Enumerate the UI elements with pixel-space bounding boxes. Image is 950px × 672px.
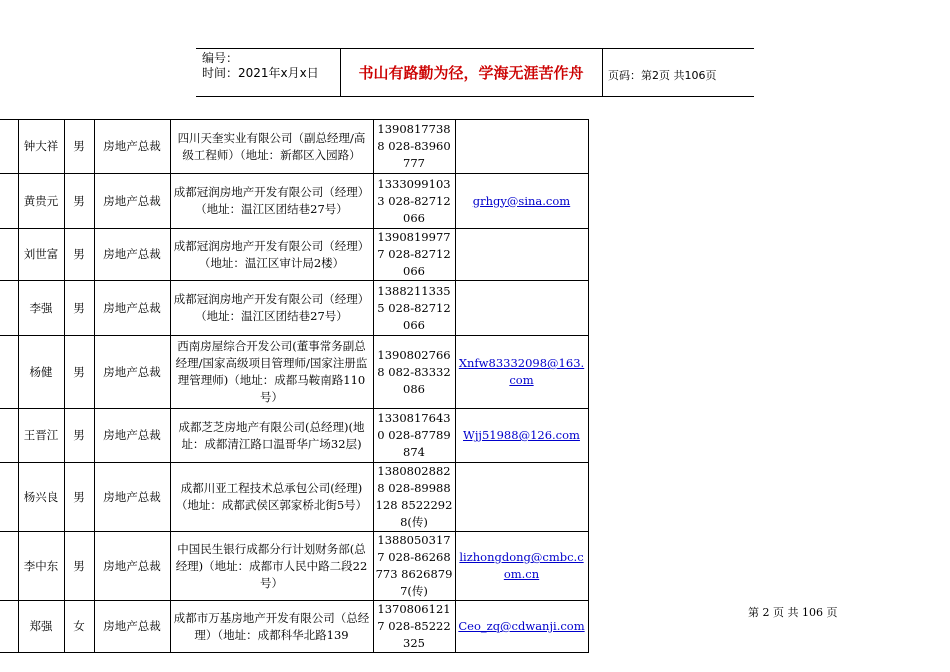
table-row xyxy=(0,409,588,463)
phone-cell: 13308176430 028-87789874 xyxy=(373,409,455,463)
gender-cell: 男 xyxy=(64,174,94,229)
row-marker-cell xyxy=(0,336,18,409)
email-cell xyxy=(455,532,588,601)
name-cell: 钟大祥 xyxy=(18,120,64,174)
header-motto: 书山有路勤为径，学海无涯苦作舟 xyxy=(358,64,584,82)
table-row xyxy=(0,463,588,532)
header-divider xyxy=(602,48,603,96)
company-cell: 中国民生银行成都分行计划财务部(总经理)（地址：成都市人民中路二段22号） xyxy=(170,532,373,601)
table-row xyxy=(0,229,588,281)
contacts-table-body xyxy=(0,120,588,653)
email-cell xyxy=(455,463,588,532)
email-cell xyxy=(455,281,588,336)
name-cell: 杨健 xyxy=(18,336,64,409)
title-cell: 房地产总裁 xyxy=(94,409,170,463)
phone-cell: 13908177388 028-83960777 xyxy=(373,120,455,174)
row-marker-cell xyxy=(0,463,18,532)
header-meta xyxy=(202,51,319,81)
gender-cell: 男 xyxy=(64,229,94,281)
phone-cell: 13708061217 028-85222325 xyxy=(373,601,455,653)
row-marker-cell xyxy=(0,229,18,281)
name-cell: 李中东 xyxy=(18,532,64,601)
header-bottom-rule xyxy=(196,96,754,97)
name-cell: 刘世富 xyxy=(18,229,64,281)
email-cell xyxy=(455,174,588,229)
title-cell: 房地产总裁 xyxy=(94,229,170,281)
header-top-rule xyxy=(196,48,754,49)
company-cell: 成都芝芝房地产有限公司(总经理)(地址：成都清江路口温哥华广场32层) xyxy=(170,409,373,463)
gender-cell: 男 xyxy=(64,336,94,409)
phone-cell: 13808028828 028-89988128 85222928(传) xyxy=(373,463,455,532)
row-marker-cell xyxy=(0,174,18,229)
company-cell: 成都冠润房地产开发有限公司（经理）（地址：温江区审计局2楼） xyxy=(170,229,373,281)
email-link[interactable]: lizhongdong@cmbc.com.cn xyxy=(459,550,584,581)
row-marker-cell xyxy=(0,532,18,601)
email-cell xyxy=(455,336,588,409)
email-cell xyxy=(455,229,588,281)
email-cell xyxy=(455,601,588,653)
gender-cell: 男 xyxy=(64,463,94,532)
name-cell: 郑强 xyxy=(18,601,64,653)
email-link[interactable]: Ceo_zq@cdwanji.com xyxy=(458,619,585,633)
email-link[interactable]: Wjj51988@126.com xyxy=(463,428,580,442)
phone-cell: 13882113355 028-82712066 xyxy=(373,281,455,336)
title-cell: 房地产总裁 xyxy=(94,532,170,601)
table-row xyxy=(0,281,588,336)
row-marker-cell xyxy=(0,281,18,336)
title-cell: 房地产总裁 xyxy=(94,463,170,532)
name-cell: 李强 xyxy=(18,281,64,336)
company-cell: 成都冠润房地产开发有限公司（经理）（地址：温江区团结巷27号） xyxy=(170,281,373,336)
table-row xyxy=(0,174,588,229)
table-row xyxy=(0,601,588,653)
email-link[interactable]: Xnfw83332098@163.com xyxy=(458,356,585,387)
document-time-label: 时间：2021年x月x日 xyxy=(202,66,319,80)
phone-cell: 13880503177 028-86268773 86268797(传) xyxy=(373,532,455,601)
name-cell: 黄贵元 xyxy=(18,174,64,229)
phone-cell: 13908027668 082-83332086 xyxy=(373,336,455,409)
title-cell: 房地产总裁 xyxy=(94,281,170,336)
gender-cell: 男 xyxy=(64,409,94,463)
row-marker-cell xyxy=(0,409,18,463)
title-cell: 房地产总裁 xyxy=(94,120,170,174)
name-cell: 王晋江 xyxy=(18,409,64,463)
table-row xyxy=(0,336,588,409)
contacts-table xyxy=(0,119,589,653)
row-marker-cell xyxy=(0,120,18,174)
gender-cell: 男 xyxy=(64,532,94,601)
gender-cell: 女 xyxy=(64,601,94,653)
table-row xyxy=(0,532,588,601)
footer-page-number: 第 2 页 共 106 页 xyxy=(748,606,838,619)
phone-cell: 13908199777 028-82712066 xyxy=(373,229,455,281)
title-cell: 房地产总裁 xyxy=(94,601,170,653)
gender-cell: 男 xyxy=(64,120,94,174)
company-cell: 成都冠润房地产开发有限公司（经理）（地址：温江区团结巷27号） xyxy=(170,174,373,229)
document-number-label: 编号： xyxy=(202,51,239,65)
email-link[interactable]: grhgy@sina.com xyxy=(472,193,571,208)
phone-cell: 13330991033 028-82712066 xyxy=(373,174,455,229)
email-cell xyxy=(455,409,588,463)
gender-cell: 男 xyxy=(64,281,94,336)
name-cell: 杨兴良 xyxy=(18,463,64,532)
company-cell: 成都市万基房地产开发有限公司（总经理）（地址：成都科华北路139 xyxy=(170,601,373,653)
company-cell: 成都川亚工程技术总承包公司(经理)（地址：成都武侯区郭家桥北街5号） xyxy=(170,463,373,532)
header-page-number: 页码：第2页 共106页 xyxy=(608,69,717,82)
company-cell: 西南房屋综合开发公司(董事常务副总经理/国家高级项目管理师/国家注册监理管理师)（地址：成都马鞍南路110号） xyxy=(170,336,373,409)
table-row xyxy=(0,120,588,174)
email-cell xyxy=(455,120,588,174)
title-cell: 房地产总裁 xyxy=(94,336,170,409)
company-cell: 四川天奎实业有限公司（副总经理/高级工程师）（地址：新都区入园路） xyxy=(170,120,373,174)
title-cell: 房地产总裁 xyxy=(94,174,170,229)
row-marker-cell xyxy=(0,601,18,653)
